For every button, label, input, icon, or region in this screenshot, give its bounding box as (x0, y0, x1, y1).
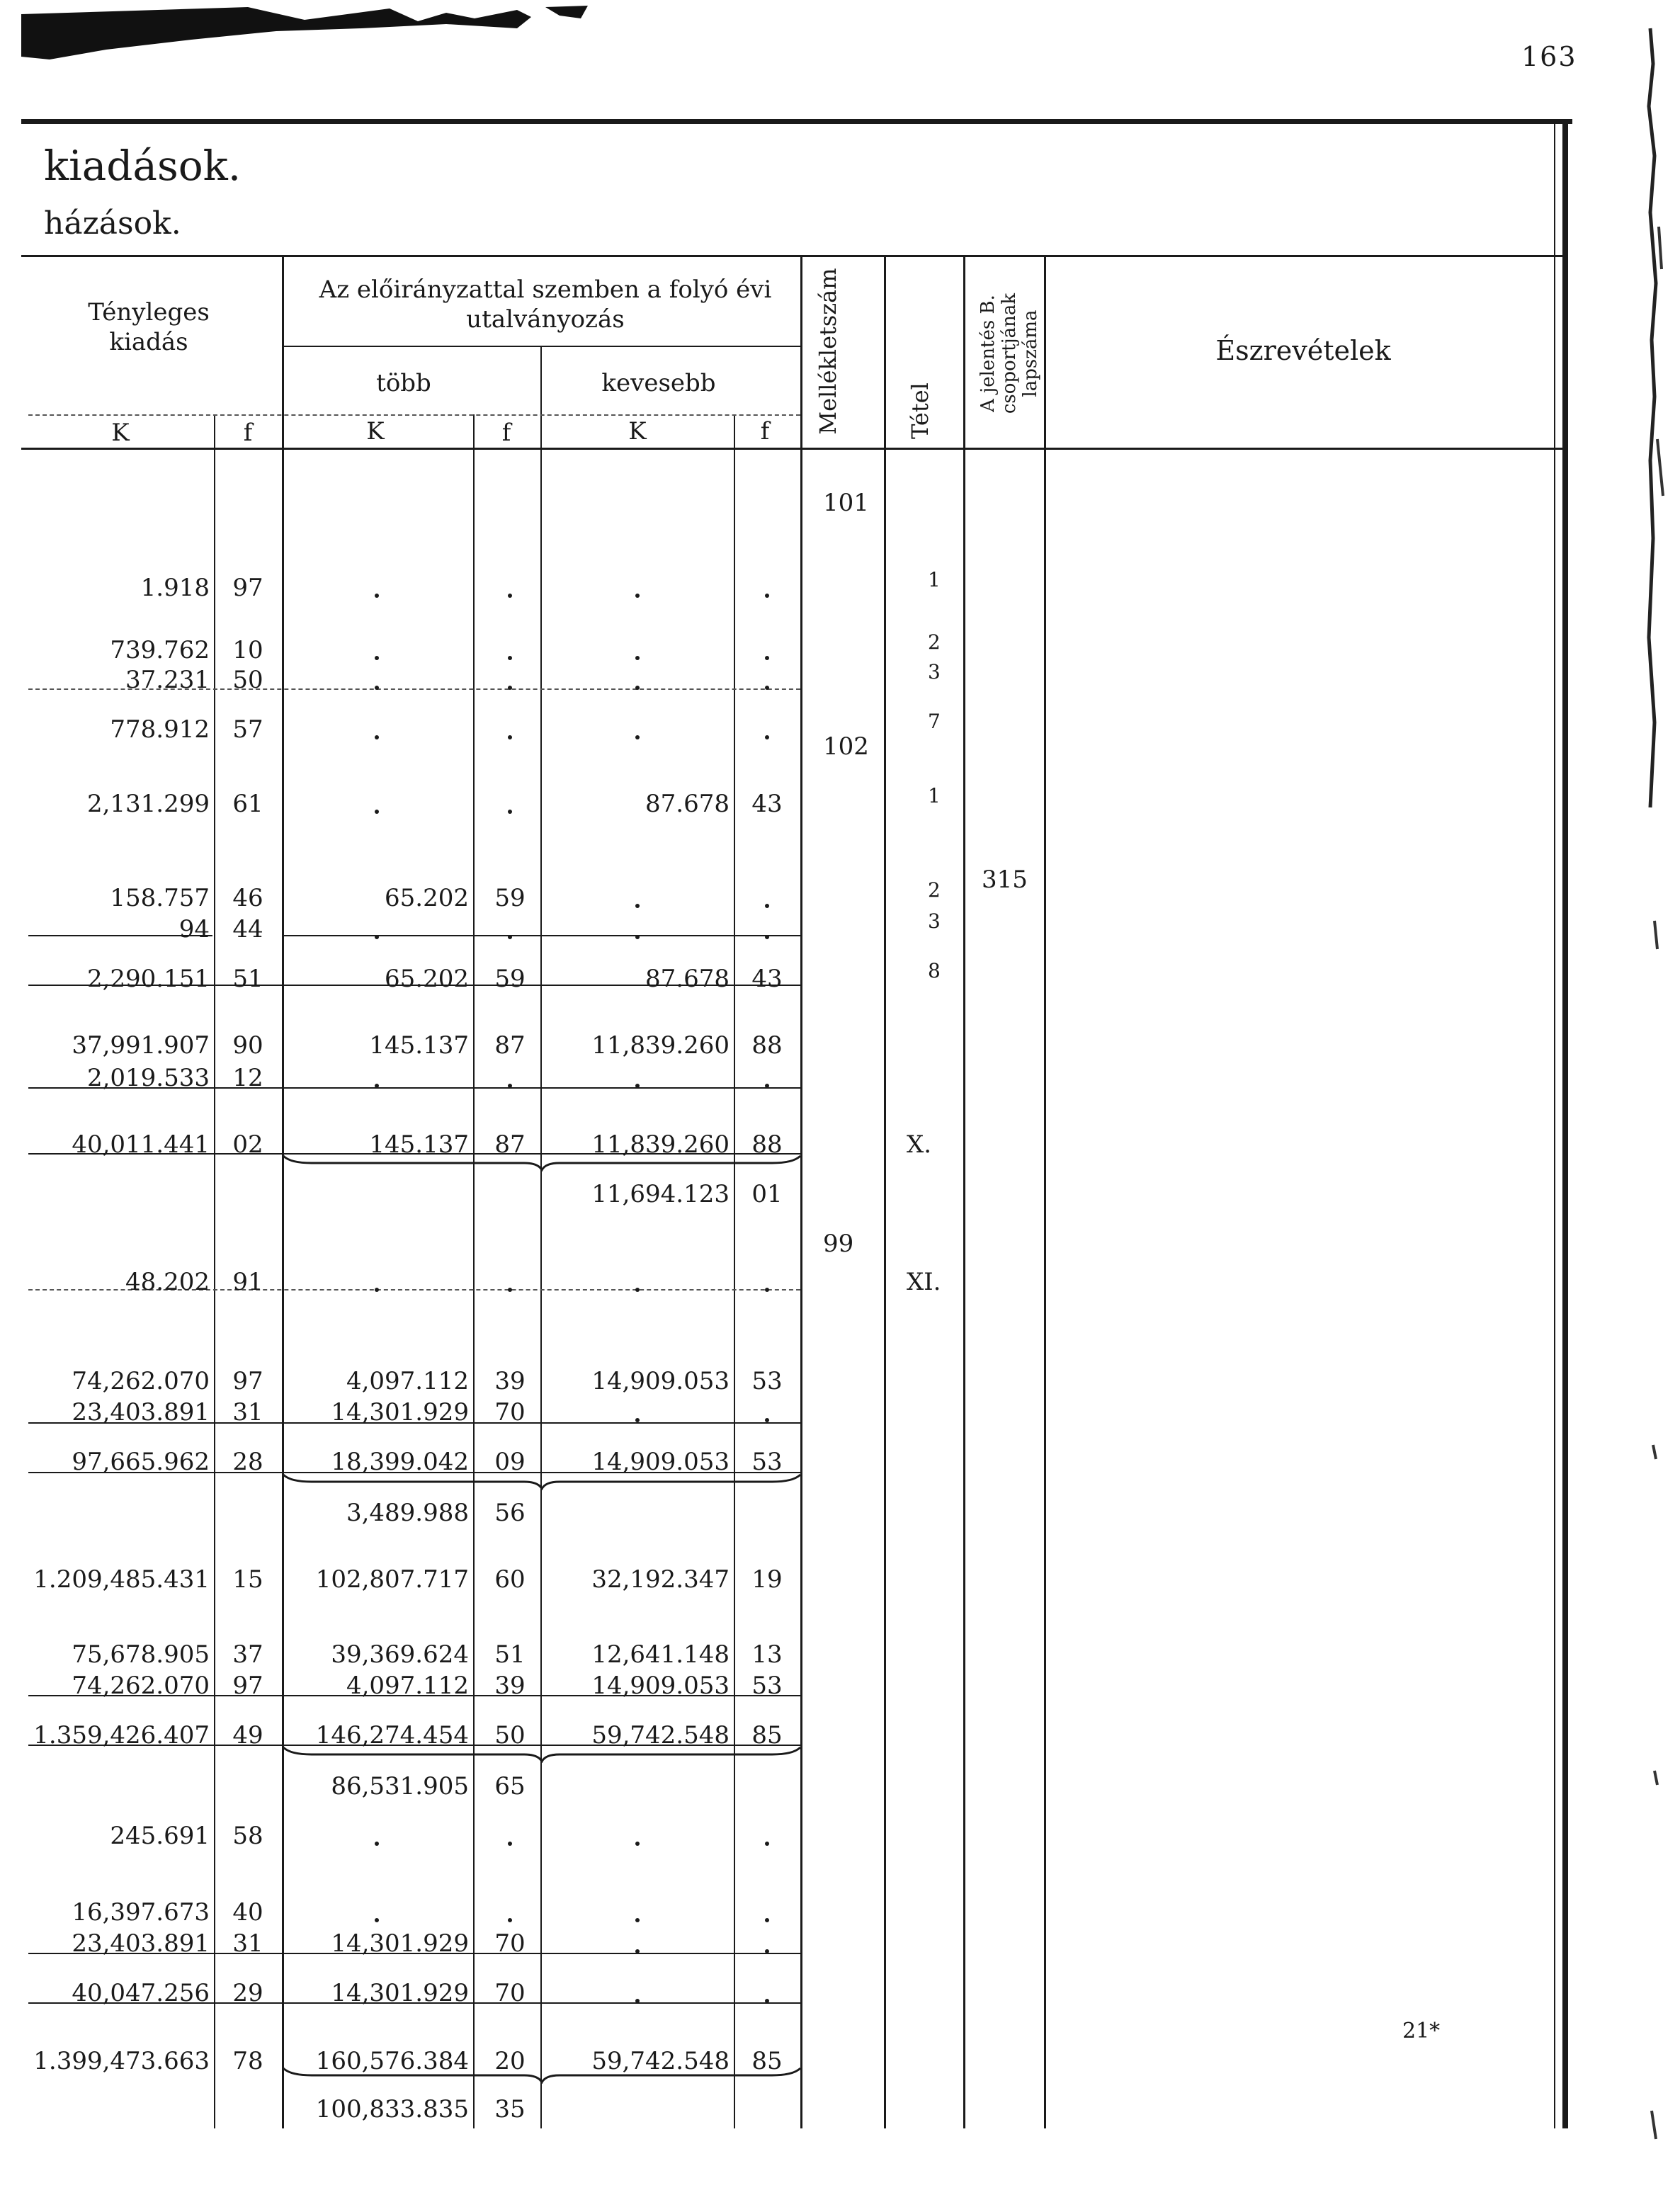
empty-dot (635, 1999, 640, 2003)
col-line-mell-right (884, 255, 886, 2128)
empty-dot (635, 1288, 640, 1292)
tenyleges-f-cell: 50 (232, 666, 263, 694)
kevesebb-f-cell: 43 (751, 965, 783, 993)
tetel-cell: 7 (928, 710, 941, 733)
tetel-cell: 8 (928, 959, 941, 982)
tobb-f-cell: 70 (494, 1929, 526, 1958)
col-line-mK-right (473, 414, 475, 2128)
kevesebb-K-cell: 59,742.548 (591, 2047, 730, 2075)
tobb-f-cell: 70 (494, 1979, 526, 2007)
tenyleges-f-cell: 40 (232, 1898, 263, 1927)
tenyleges-K-cell: 2,131.299 (86, 790, 210, 818)
empty-dot (375, 935, 379, 939)
kevesebb-K-cell: 11,839.260 (591, 1130, 730, 1159)
empty-dot (375, 686, 379, 690)
kevesebb-K-cell: 87.678 (645, 790, 730, 818)
tenyleges-f-cell: 58 (232, 1822, 263, 1850)
empty-dot (635, 1418, 640, 1422)
page-number: 163 (1521, 41, 1577, 72)
tobb-K-cell: 100,833.835 (315, 2095, 469, 2123)
empty-dot (765, 686, 769, 690)
header-rule-K-f (28, 414, 800, 416)
header-tetel: Tétel (907, 382, 933, 439)
kevesebb-K-cell: 11,839.260 (591, 1031, 730, 1060)
tobb-K-cell: 145.137 (369, 1130, 469, 1159)
kevesebb-K-cell: 87.678 (645, 965, 730, 993)
kevesebb-f-cell: 88 (751, 1031, 783, 1060)
tenyleges-f-cell: 10 (232, 636, 263, 664)
header-eszrevetelek: Észrevételek (1215, 335, 1391, 366)
tetel-cell: 3 (928, 660, 941, 684)
empty-dot (508, 735, 512, 739)
empty-dot (765, 594, 769, 598)
tobb-f-cell: 70 (494, 1398, 526, 1427)
empty-dot (765, 1418, 769, 1422)
header-mf: f (501, 419, 511, 447)
tenyleges-K-cell: 97,665.962 (72, 1448, 210, 1476)
kevesebb-f-cell: 53 (751, 1367, 783, 1395)
tobb-f-cell: 65 (494, 1772, 526, 1800)
tobb-K-cell: 14,301.929 (331, 1979, 469, 2007)
tetel-cell: 2 (928, 630, 941, 654)
row-rule (283, 935, 800, 936)
empty-dot (508, 1918, 512, 1922)
tetel-cell: 3 (928, 909, 941, 933)
empty-dot (508, 810, 512, 814)
header-mK: K (366, 417, 385, 446)
tenyleges-K-cell: 40,047.256 (72, 1979, 210, 2007)
empty-dot (635, 1084, 640, 1088)
tenyleges-f-cell: 31 (232, 1398, 263, 1427)
empty-dot (765, 656, 769, 660)
tenyleges-K-cell: 1.399,473.663 (33, 2047, 210, 2075)
tetel-cell: 1 (928, 568, 941, 591)
empty-dot (508, 1084, 512, 1088)
tenyleges-f-cell: 37 (232, 1640, 263, 1669)
jelentes-cell: 315 (982, 866, 1028, 894)
header-top-rule (21, 255, 1562, 257)
tenyleges-K-cell: 16,397.673 (72, 1898, 210, 1927)
scan-edge-right (1622, 0, 1680, 2212)
kevesebb-f-cell: 53 (751, 1672, 783, 1700)
right-frame-rule-inner (1554, 124, 1555, 2128)
tenyleges-f-cell: 78 (232, 2047, 263, 2075)
kevesebb-f-cell: 01 (751, 1180, 783, 1208)
header-kevesebb: kevesebb (601, 369, 716, 397)
tenyleges-f-cell: 97 (232, 574, 263, 602)
header-mellekletszam: Mellékletszám (815, 268, 841, 435)
tetel-cell: XI. (907, 1268, 941, 1296)
empty-dot (765, 935, 769, 939)
melleklet-cell: 102 (823, 732, 869, 761)
header-tobb: több (376, 369, 431, 397)
header-tK: K (111, 419, 130, 447)
kevesebb-K-cell: 59,742.548 (591, 1721, 730, 1749)
col-line-tf-right (282, 255, 284, 2128)
empty-dot (635, 735, 640, 739)
tenyleges-K-cell: 37,991.907 (72, 1031, 210, 1060)
tenyleges-K-cell: 94 (178, 915, 210, 943)
tobb-f-cell: 60 (494, 1565, 526, 1594)
tetel-cell: X. (907, 1130, 932, 1159)
tenyleges-K-cell: 75,678.905 (72, 1640, 210, 1669)
empty-dot (508, 656, 512, 660)
empty-dot (508, 594, 512, 598)
tobb-f-cell: 87 (494, 1130, 526, 1159)
empty-dot (508, 935, 512, 939)
tenyleges-K-cell: 74,262.070 (72, 1367, 210, 1395)
tenyleges-K-cell: 158.757 (110, 884, 210, 912)
kevesebb-K-cell: 12,641.148 (591, 1640, 730, 1669)
scan-smudge-top (21, 0, 588, 64)
tobb-f-cell: 20 (494, 2047, 526, 2075)
empty-dot (765, 1999, 769, 2003)
tobb-K-cell: 14,301.929 (331, 1398, 469, 1427)
empty-dot (375, 594, 379, 598)
tenyleges-f-cell: 02 (232, 1130, 263, 1159)
empty-dot (635, 1918, 640, 1922)
tobb-f-cell: 39 (494, 1367, 526, 1395)
kevesebb-K-cell: 32,192.347 (591, 1565, 730, 1594)
tenyleges-K-cell: 739.762 (110, 636, 210, 664)
tobb-K-cell: 14,301.929 (331, 1929, 469, 1958)
page-title: kiadások. (44, 142, 242, 190)
col-line-mf-right (540, 347, 542, 2128)
tobb-K-cell: 65.202 (385, 884, 469, 912)
kevesebb-f-cell: 43 (751, 790, 783, 818)
kevesebb-f-cell: 13 (751, 1640, 783, 1669)
tenyleges-f-cell: 31 (232, 1929, 263, 1958)
col-line-kf-right (800, 255, 802, 2128)
kevesebb-K-cell: 14,909.053 (591, 1448, 730, 1476)
tenyleges-f-cell: 97 (232, 1367, 263, 1395)
kevesebb-f-cell: 53 (751, 1448, 783, 1476)
kevesebb-f-cell: 85 (751, 2047, 783, 2075)
empty-dot (765, 735, 769, 739)
tenyleges-f-cell: 51 (232, 965, 263, 993)
empty-dot (765, 1949, 769, 1953)
col-line-tetel-right (963, 255, 965, 2128)
empty-dot (635, 904, 640, 908)
col-line-kK-right (734, 414, 735, 2128)
empty-dot (375, 810, 379, 814)
melleklet-cell: 99 (823, 1230, 854, 1258)
empty-dot (375, 1918, 379, 1922)
empty-dot (635, 656, 640, 660)
kevesebb-f-cell: 85 (751, 1721, 783, 1749)
tobb-f-cell: 09 (494, 1448, 526, 1476)
empty-dot (375, 1842, 379, 1846)
kevesebb-K-cell: 14,909.053 (591, 1367, 730, 1395)
empty-dot (765, 904, 769, 908)
tenyleges-f-cell: 28 (232, 1448, 263, 1476)
empty-dot (375, 1288, 379, 1292)
tobb-f-cell: 59 (494, 884, 526, 912)
header-tf: f (243, 419, 253, 447)
empty-dot (375, 1084, 379, 1088)
header-tenyleges: Tényleges kiadás (88, 298, 210, 356)
empty-dot (765, 1084, 769, 1088)
top-rule (21, 119, 1572, 124)
tenyleges-f-cell: 57 (232, 715, 263, 744)
tobb-K-cell: 39,369.624 (331, 1640, 469, 1669)
tobb-K-cell: 4,097.112 (346, 1367, 469, 1395)
tenyleges-K-cell: 245.691 (110, 1822, 210, 1850)
empty-dot (765, 1918, 769, 1922)
header-jelentes: A jelentés B. csoportjának lapszáma (977, 293, 1041, 414)
tobb-K-cell: 86,531.905 (331, 1772, 469, 1800)
tenyleges-f-cell: 44 (232, 915, 263, 943)
tobb-K-cell: 146,274.454 (315, 1721, 469, 1749)
tobb-K-cell: 160,576.384 (315, 2047, 469, 2075)
tenyleges-K-cell: 23,403.891 (72, 1398, 210, 1427)
tenyleges-K-cell: 2,019.533 (86, 1064, 210, 1092)
tenyleges-K-cell: 40,011.441 (72, 1130, 210, 1159)
header-kK: K (628, 417, 647, 446)
tenyleges-f-cell: 91 (232, 1268, 263, 1296)
tenyleges-K-cell: 48.202 (125, 1268, 210, 1296)
tenyleges-f-cell: 97 (232, 1672, 263, 1700)
empty-dot (765, 1842, 769, 1846)
empty-dot (508, 686, 512, 690)
tobb-f-cell: 59 (494, 965, 526, 993)
tenyleges-f-cell: 46 (232, 884, 263, 912)
tenyleges-K-cell: 778.912 (110, 715, 210, 744)
header-utalvanyozas: Az előirányzattal szemben a folyó évi utalványozás (319, 276, 772, 334)
tobb-K-cell: 145.137 (369, 1031, 469, 1060)
tenyleges-K-cell: 2,290.151 (86, 965, 210, 993)
tobb-K-cell: 65.202 (385, 965, 469, 993)
tobb-f-cell: 35 (494, 2095, 526, 2123)
kevesebb-f-cell: 19 (751, 1565, 783, 1594)
tenyleges-f-cell: 49 (232, 1721, 263, 1749)
melleklet-cell: 101 (823, 489, 869, 517)
kevesebb-f-cell: 88 (751, 1130, 783, 1159)
tenyleges-f-cell: 12 (232, 1064, 263, 1092)
right-frame-rule (1562, 124, 1568, 2128)
empty-dot (635, 1949, 640, 1953)
tobb-K-cell: 3,489.988 (346, 1499, 469, 1527)
tenyleges-K-cell: 1.359,426.407 (33, 1721, 210, 1749)
tenyleges-f-cell: 90 (232, 1031, 263, 1060)
tobb-f-cell: 50 (494, 1721, 526, 1749)
footer-mark: 21* (1402, 2019, 1441, 2043)
tenyleges-K-cell: 1.918 (140, 574, 210, 602)
kevesebb-K-cell: 11,694.123 (591, 1180, 730, 1208)
empty-dot (635, 594, 640, 598)
tetel-cell: 1 (928, 784, 941, 807)
header-rule-utal (283, 346, 800, 347)
tenyleges-f-cell: 15 (232, 1565, 263, 1594)
kevesebb-K-cell: 14,909.053 (591, 1672, 730, 1700)
tobb-K-cell: 18,399.042 (331, 1448, 469, 1476)
empty-dot (508, 1288, 512, 1292)
header-kf: f (760, 417, 770, 446)
empty-dot (635, 935, 640, 939)
header-bottom-rule (21, 448, 1562, 450)
tenyleges-K-cell: 74,262.070 (72, 1672, 210, 1700)
tetel-cell: 2 (928, 878, 941, 902)
tobb-f-cell: 39 (494, 1672, 526, 1700)
tenyleges-K-cell: 1.209,485.431 (33, 1565, 210, 1594)
empty-dot (765, 1288, 769, 1292)
tobb-f-cell: 87 (494, 1031, 526, 1060)
tobb-K-cell: 102,807.717 (315, 1565, 469, 1594)
col-line-tK-right (214, 414, 215, 2128)
tobb-f-cell: 56 (494, 1499, 526, 1527)
empty-dot (635, 686, 640, 690)
page-subtitle: házások. (44, 205, 181, 242)
tenyleges-f-cell: 29 (232, 1979, 263, 2007)
tenyleges-f-cell: 61 (232, 790, 263, 818)
tenyleges-K-cell: 37.231 (125, 666, 210, 694)
tobb-f-cell: 51 (494, 1640, 526, 1669)
tobb-K-cell: 4,097.112 (346, 1672, 469, 1700)
empty-dot (508, 1842, 512, 1846)
tenyleges-K-cell: 23,403.891 (72, 1929, 210, 1958)
empty-dot (635, 1842, 640, 1846)
empty-dot (375, 735, 379, 739)
col-line-jel-right (1044, 255, 1046, 2128)
empty-dot (375, 656, 379, 660)
